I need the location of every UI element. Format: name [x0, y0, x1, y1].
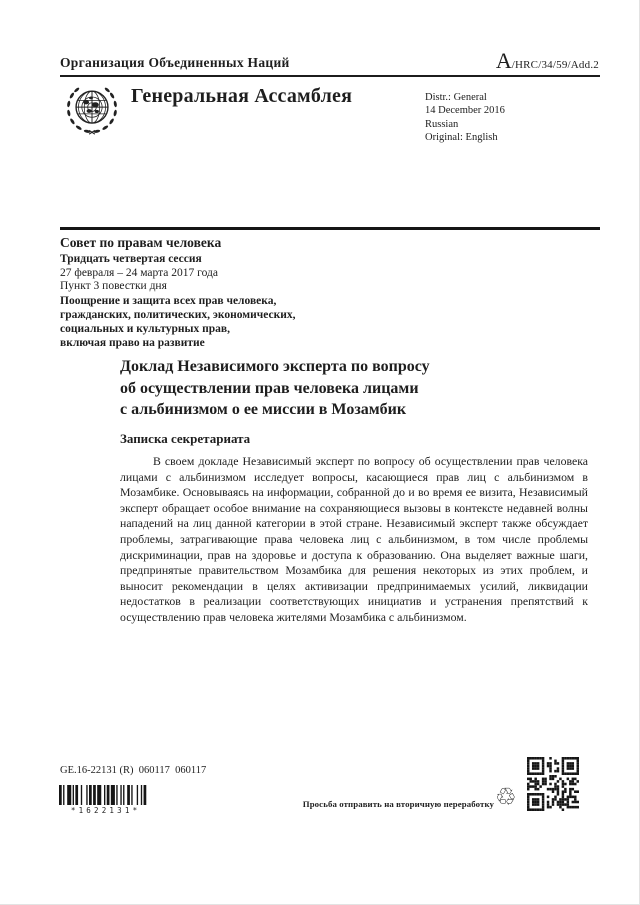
document-symbol-number: /HRC/34/59/Add.2 [511, 59, 599, 71]
agenda-item-line: включая право на развитие [60, 337, 205, 350]
recycle-icon: ♲ [495, 783, 517, 811]
distr-block [425, 91, 505, 145]
agenda-item-line: гражданских, политических, экономических, [60, 308, 296, 321]
agenda-item-ref: Пункт 3 повестки дня [60, 280, 167, 292]
agenda-item-title [60, 294, 295, 351]
section-rule [60, 227, 600, 230]
masthead-rule [60, 75, 600, 77]
recycle-note: Просьба отправить на вторичную переработку [302, 799, 494, 809]
committee-name: Совет по правам человека [60, 235, 222, 250]
document-symbol-series: A [495, 48, 512, 73]
distr-line: Russian [425, 118, 459, 130]
agenda-item-line: Поощрение и защита всех прав человека, [60, 294, 277, 307]
assembly-title: Генеральная Ассамблея [131, 85, 353, 107]
report-title-line: с альбинизмом о ее миссии в Мозамбик [120, 401, 407, 418]
document-symbol [399, 48, 599, 74]
note-heading: Записка секретариата [120, 431, 251, 446]
barcode [59, 785, 149, 805]
ge-number: GE.16-22131 (R) 060117 060117 [60, 765, 207, 776]
distr-line: 14 December 2016 [425, 105, 505, 117]
session-number: Тридцать четвертая сессия [60, 253, 202, 265]
org-name: Организация Объединенных Наций [60, 55, 290, 70]
qr-code [527, 757, 579, 811]
summary-paragraph: В своем докладе Независимый эксперт по вопросу об осуществлении прав человека лицами с альбинизмом исследует вопросы, касающиеся прав лиц с альбинизмом в Мозамбике. Основываясь на информации, собранной до и во время ее визита, Независимый эксперт обращает особое внимание на сохраняющиеся вызовы в контексте недавней волны нападений на лиц данной категории в этой стране. Независимый эксперт также обсуждает проблемы, затрагивающие права человека лиц с альбинизмом, в том числе проблемы дискриминации, прав на здоровье и доступа к образованию. Она выделяет важные шаги, предпринятые правительством Мозамбика для решения некоторых из этих проблем, и выносит рекомендации в целях активизации предпринимаемых усилий, ликвидации недостатков в реализации соответствующих инициатив и устранения препятствий к осуществлению прав человека жителями Мозамбика с альбинизмом. [120, 454, 588, 624]
barcode-text: *1622131* [70, 806, 141, 815]
agenda-item-line: социальных и культурных прав, [60, 322, 230, 335]
distr-line: Distr.: General [425, 92, 487, 103]
report-title [120, 356, 430, 421]
un-emblem-icon [63, 82, 121, 140]
report-title-line: об осуществлении прав человека лицами [120, 379, 419, 397]
report-title-line: Доклад Независимого эксперта по вопросу [120, 358, 430, 375]
distr-line: Original: English [425, 132, 498, 144]
session-dates: 27 февраля – 24 марта 2017 года [60, 266, 218, 279]
